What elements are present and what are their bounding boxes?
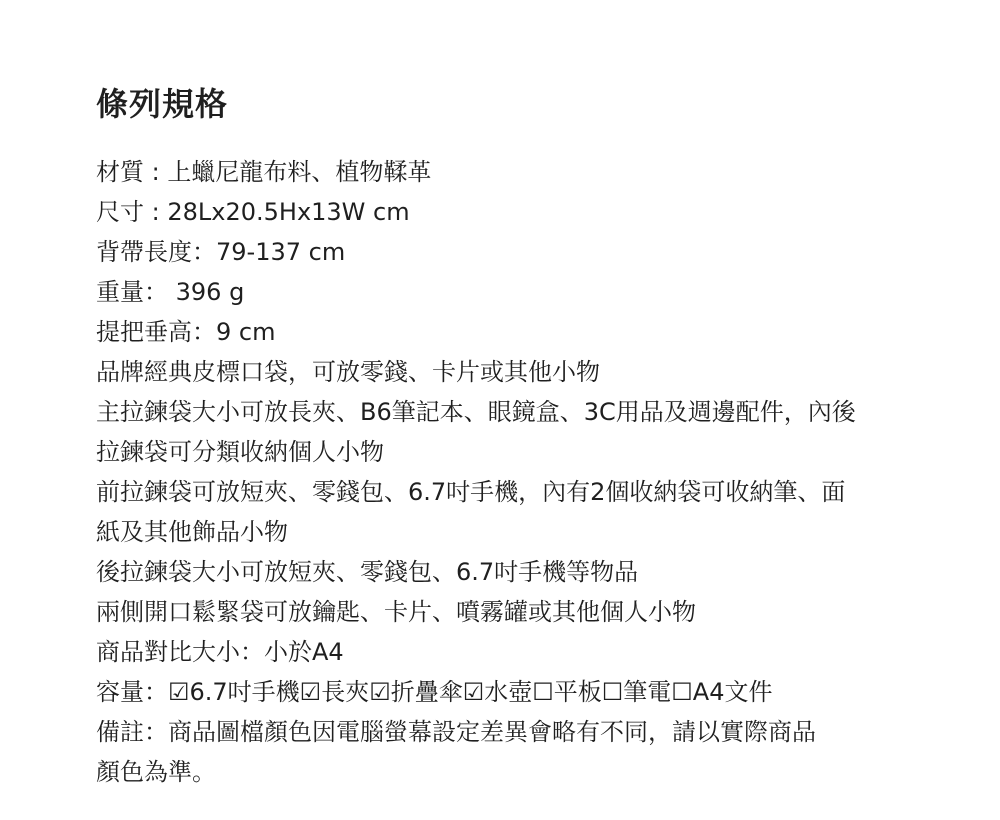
spec-dimensions: 尺寸 : 28Lx20.5Hx13W cm xyxy=(96,198,410,226)
spec-section xyxy=(96,78,956,792)
spec-back-zip-pocket: 後拉鍊袋大小可放短夾、零錢包、6.7吋手機等物品 xyxy=(96,558,639,586)
spec-note: 備註：商品圖檔顏色因電腦螢幕設定差異會略有不同，請以實際商品 xyxy=(96,718,816,746)
spec-handle-drop: 提把垂高：9 cm xyxy=(96,318,276,346)
spec-note-cont: 顏色為準。 xyxy=(96,758,216,786)
spec-main-zip-pocket-cont: 拉鍊袋可分類收納個人小物 xyxy=(96,438,384,466)
spec-capacity: 容量：☑6.7吋手機☑長夾☑折疊傘☑水壺☐平板☐筆電☐A4文件 xyxy=(96,678,773,706)
spec-list xyxy=(96,152,956,792)
spec-weight: 重量： 396 g xyxy=(96,278,245,306)
spec-material: 材質 : 上蠟尼龍布料、植物鞣革 xyxy=(96,158,432,186)
spec-strap-length: 背帶長度：79-137 cm xyxy=(96,238,346,266)
spec-main-zip-pocket: 主拉鍊袋大小可放長夾、B6筆記本、眼鏡盒、3C用品及週邊配件，內後 xyxy=(96,398,856,426)
spec-size-comparison: 商品對比大小：小於A4 xyxy=(96,638,344,666)
section-title: 條列規格 xyxy=(96,85,229,123)
spec-front-leather-pocket: 品牌經典皮標口袋，可放零錢、卡片或其他小物 xyxy=(96,358,600,386)
spec-front-zip-pocket: 前拉鍊袋可放短夾、零錢包、6.7吋手機，內有2個收納袋可收納筆、面 xyxy=(96,478,846,506)
spec-front-zip-pocket-cont: 紙及其他飾品小物 xyxy=(96,518,288,546)
spec-side-pockets: 兩側開口鬆緊袋可放鑰匙、卡片、噴霧罐或其他個人小物 xyxy=(96,598,696,626)
